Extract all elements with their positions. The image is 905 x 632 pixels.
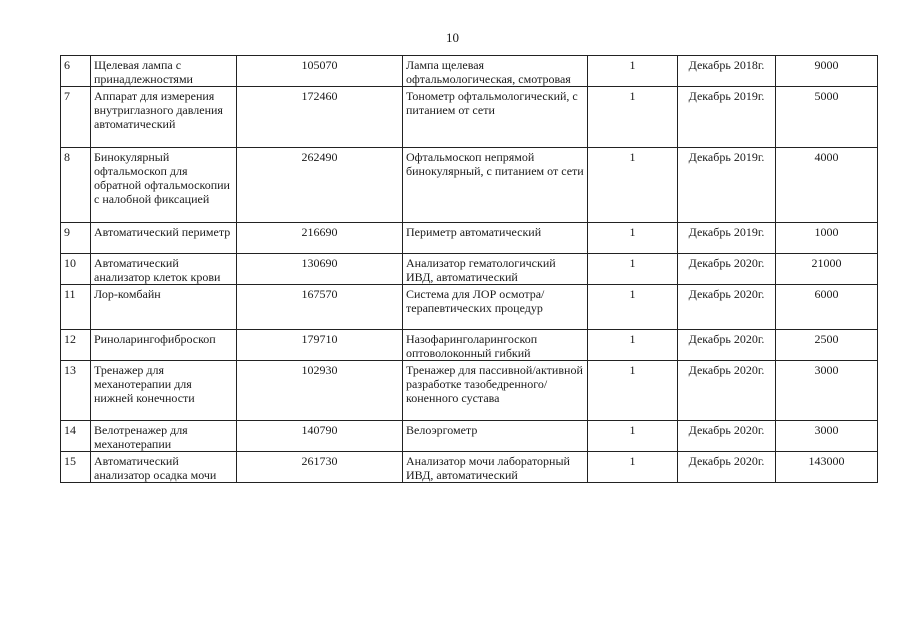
- equipment-description: Офтальмоскоп непрямой бинокулярный, с питанием от сети: [403, 148, 588, 223]
- equipment-description: Анализатор мочи лабораторный ИВД, автоматический: [403, 452, 588, 483]
- equipment-table: [60, 55, 878, 483]
- table-row: [61, 285, 878, 330]
- quantity: 1: [588, 452, 678, 483]
- equipment-code: 179710: [237, 330, 403, 361]
- row-number: 15: [61, 452, 91, 483]
- equipment-code: 261730: [237, 452, 403, 483]
- equipment-description: Лампа щелевая офтальмологическая, смотровая: [403, 56, 588, 87]
- equipment-name: Автоматический анализатор осадка мочи: [91, 452, 237, 483]
- amount: 4000: [776, 148, 878, 223]
- equipment-code: 172460: [237, 87, 403, 148]
- equipment-code: 105070: [237, 56, 403, 87]
- row-number: 13: [61, 361, 91, 421]
- table-row: [61, 330, 878, 361]
- row-number: 12: [61, 330, 91, 361]
- quantity: 1: [588, 361, 678, 421]
- replacement-date: Декабрь 2020г.: [678, 254, 776, 285]
- equipment-name: Лор-комбайн: [91, 285, 237, 330]
- amount: 3000: [776, 421, 878, 452]
- row-number: 6: [61, 56, 91, 87]
- equipment-description: Анализатор гематологичский ИВД, автоматический: [403, 254, 588, 285]
- replacement-date: Декабрь 2018г.: [678, 56, 776, 87]
- equipment-description: Периметр автоматический: [403, 223, 588, 254]
- row-number: 8: [61, 148, 91, 223]
- amount: 1000: [776, 223, 878, 254]
- replacement-date: Декабрь 2020г.: [678, 452, 776, 483]
- page-number: 10: [446, 30, 459, 45]
- table-row: [61, 87, 878, 148]
- amount: 9000: [776, 56, 878, 87]
- replacement-date: Декабрь 2019г.: [678, 223, 776, 254]
- equipment-description: Тонометр офтальмологический, с питанием от сети: [403, 87, 588, 148]
- equipment-name: Тренажер для механотерапии для нижней конечности: [91, 361, 237, 421]
- amount: 6000: [776, 285, 878, 330]
- quantity: 1: [588, 254, 678, 285]
- equipment-code: 140790: [237, 421, 403, 452]
- amount: 2500: [776, 330, 878, 361]
- equipment-name: Бинокулярный офтальмоскоп для обратной офтальмоскопии с налобной фиксацией: [91, 148, 237, 223]
- replacement-date: Декабрь 2019г.: [678, 148, 776, 223]
- table-row: [61, 56, 878, 87]
- quantity: 1: [588, 148, 678, 223]
- row-number: 11: [61, 285, 91, 330]
- equipment-name: Автоматический периметр: [91, 223, 237, 254]
- row-number: 7: [61, 87, 91, 148]
- row-number: 14: [61, 421, 91, 452]
- equipment-code: 130690: [237, 254, 403, 285]
- quantity: 1: [588, 223, 678, 254]
- equipment-code: 167570: [237, 285, 403, 330]
- quantity: 1: [588, 56, 678, 87]
- equipment-name: Щелевая лампа с принадлежностями: [91, 56, 237, 87]
- quantity: 1: [588, 421, 678, 452]
- replacement-date: Декабрь 2019г.: [678, 87, 776, 148]
- equipment-name: Риноларингофиброскоп: [91, 330, 237, 361]
- quantity: 1: [588, 285, 678, 330]
- quantity: 1: [588, 330, 678, 361]
- replacement-date: Декабрь 2020г.: [678, 421, 776, 452]
- equipment-name: Велотренажер для механотерапии: [91, 421, 237, 452]
- table-row: [61, 254, 878, 285]
- equipment-name: Автоматический анализатор клеток крови: [91, 254, 237, 285]
- equipment-name: Аппарат для измерения внутриглазного давления автоматический: [91, 87, 237, 148]
- replacement-date: Декабрь 2020г.: [678, 285, 776, 330]
- table-row: [61, 361, 878, 421]
- table-row: [61, 148, 878, 223]
- equipment-description: Велоэргометр: [403, 421, 588, 452]
- replacement-date: Декабрь 2020г.: [678, 361, 776, 421]
- row-number: 9: [61, 223, 91, 254]
- table-row: [61, 223, 878, 254]
- amount: 21000: [776, 254, 878, 285]
- equipment-code: 216690: [237, 223, 403, 254]
- table-row: [61, 421, 878, 452]
- row-number: 10: [61, 254, 91, 285]
- equipment-code: 262490: [237, 148, 403, 223]
- replacement-date: Декабрь 2020г.: [678, 330, 776, 361]
- amount: 5000: [776, 87, 878, 148]
- table-body: [61, 56, 878, 483]
- quantity: 1: [588, 87, 678, 148]
- equipment-description: Система для ЛОР осмотра/терапевтических процедур: [403, 285, 588, 330]
- table-row: [61, 452, 878, 483]
- equipment-description: Назофаринголарингоскоп оптоволоконный гибкий: [403, 330, 588, 361]
- amount: 143000: [776, 452, 878, 483]
- equipment-code: 102930: [237, 361, 403, 421]
- equipment-description: Тренажер для пассивной/активной разработке тазобедренного/коненного сустава: [403, 361, 588, 421]
- amount: 3000: [776, 361, 878, 421]
